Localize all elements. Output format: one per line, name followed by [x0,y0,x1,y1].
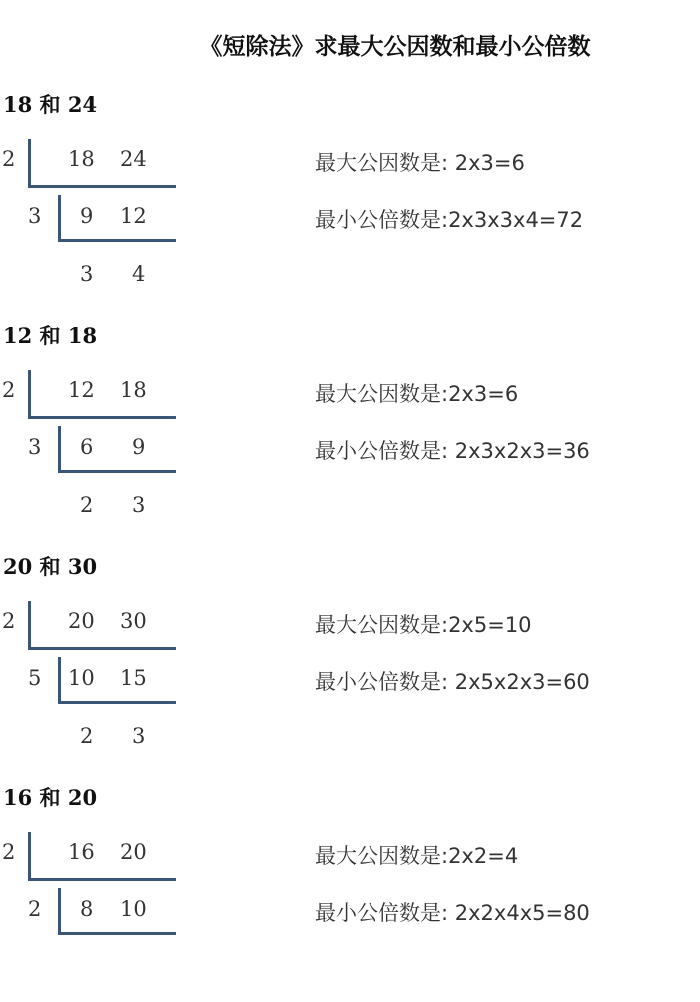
problem-section [0,320,700,540]
quotient-a: 6 [80,435,94,459]
division-bracket-horizontal [58,932,176,935]
division-bracket-vertical [28,370,31,416]
quotient-b: 15 [120,666,147,690]
division-bracket-horizontal [28,185,176,188]
divisor-1: 2 [2,378,16,402]
dividend-a: 18 [68,147,95,171]
final-quotient-b: 3 [132,493,146,517]
division-bracket-vertical [58,195,61,241]
gcd-result: 最大公因数是: 2x3=6 [315,151,525,175]
divisor-1: 2 [2,840,16,864]
divisor-2: 2 [28,897,42,921]
divisor-1: 2 [2,609,16,633]
problem-title: 18 和 24 [3,92,98,117]
dividend-a: 20 [68,609,95,633]
lcm-result: 最小公倍数是:2x3x3x4=72 [315,208,584,232]
dividend-b: 20 [120,840,147,864]
dividend-b: 18 [120,378,147,402]
division-bracket-vertical [58,657,61,703]
page-subtitle: 《短除法》求最大公因数和最小公倍数 [199,34,591,60]
divisor-1: 2 [2,147,16,171]
final-quotient-a: 2 [80,724,94,748]
division-bracket-horizontal [28,878,176,881]
final-quotient-a: 2 [80,493,94,517]
dividend-b: 30 [120,609,147,633]
problem-title: 16 和 20 [3,785,98,810]
division-bracket-horizontal [58,470,176,473]
lcm-result: 最小公倍数是: 2x5x2x3=60 [315,670,590,694]
division-bracket-vertical [28,832,31,878]
problem-title: 12 和 18 [3,323,98,348]
final-quotient-a: 3 [80,262,94,286]
quotient-a: 10 [68,666,95,690]
division-bracket-horizontal [58,239,176,242]
problem-section [0,782,700,1002]
quotient-a: 8 [80,897,94,921]
quotient-b: 12 [120,204,147,228]
division-bracket-horizontal [28,647,176,650]
dividend-b: 24 [120,147,147,171]
division-bracket-horizontal [58,701,176,704]
problem-title: 20 和 30 [3,554,98,579]
gcd-result: 最大公因数是:2x2=4 [315,844,519,868]
divisor-2: 5 [28,666,42,690]
final-quotient-b: 3 [132,724,146,748]
dividend-a: 12 [68,378,95,402]
division-bracket-vertical [28,601,31,647]
quotient-b: 9 [132,435,146,459]
quotient-a: 9 [80,204,94,228]
problem-section [0,551,700,771]
division-bracket-vertical [58,426,61,472]
division-bracket-vertical [28,139,31,185]
division-bracket-horizontal [28,416,176,419]
final-quotient-b: 4 [132,262,146,286]
dividend-a: 16 [68,840,95,864]
divisor-2: 3 [28,204,42,228]
gcd-result: 最大公因数是:2x3=6 [315,382,519,406]
lcm-result: 最小公倍数是: 2x3x2x3=36 [315,439,590,463]
division-bracket-vertical [58,888,61,934]
gcd-result: 最大公因数是:2x5=10 [315,613,532,637]
lcm-result: 最小公倍数是: 2x2x4x5=80 [315,901,590,925]
quotient-b: 10 [120,897,147,921]
problem-section [0,89,700,309]
divisor-2: 3 [28,435,42,459]
